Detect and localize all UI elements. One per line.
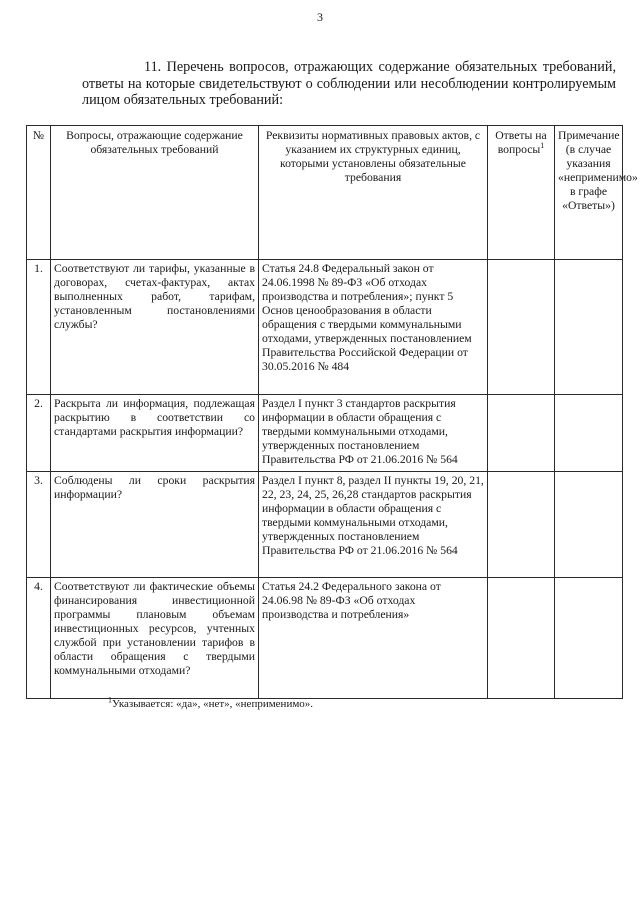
header-note: Примечание (в случае указания «неприменимо» в графе «Ответы») xyxy=(555,126,623,260)
row-note xyxy=(555,472,623,578)
row-num: 3. xyxy=(27,472,51,578)
row-requisites: Раздел I пункт 8, раздел II пункты 19, 20, 21, 22, 23, 24, 25, 26,28 стандартов раскрытия информации в области обращения с твердыми коммунальными отходами, утвержденных постановлением Правительства РФ от 21.06.2016 № 564 xyxy=(259,472,488,578)
footnote-reference: 1 xyxy=(540,141,545,151)
table-row xyxy=(27,260,623,395)
row-note xyxy=(555,260,623,395)
table-row xyxy=(27,395,623,472)
section-heading: 11. Перечень вопросов, отражающих содержание обязательных требований, ответы на которые свидетельствуют о соблюдении или несоблюдении контролируемым лицом обязательных требований: xyxy=(82,59,616,108)
requirements-table xyxy=(26,125,638,699)
row-requisites: Статья 24.2 Федерального закона от 24.06.98 № 89-ФЗ «Об отходах производства и потребления» xyxy=(259,578,488,699)
row-answer xyxy=(488,578,555,699)
footnote-mark: 1 xyxy=(108,695,112,705)
row-question: Соответствуют ли фактические объемы финансирования инвестиционной программы плановым объемам инвестиционных ресурсов, учтенных службой при установлении тарифов в области обращения с твердыми коммунальными отходами? xyxy=(51,578,259,699)
table-header-row xyxy=(27,126,623,260)
header-answers xyxy=(488,126,555,260)
header-questions: Вопросы, отражающие содержание обязательных требований xyxy=(51,126,259,260)
row-note xyxy=(555,578,623,699)
row-question: Соответствуют ли тарифы, указанные в договорах, счетах-фактурах, актах выполненных работ, тарифам, установленным постановлениями службы? xyxy=(51,260,259,395)
footnote xyxy=(108,695,314,711)
page-number: 3 xyxy=(317,10,323,24)
row-question: Раскрыта ли информация, подлежащая раскрытию в соответствии со стандартами раскрытия информации? xyxy=(51,395,259,472)
table-row xyxy=(27,578,623,699)
header-num: № xyxy=(27,126,51,260)
row-num: 4. xyxy=(27,578,51,699)
table-row xyxy=(27,472,623,578)
header-requisites: Реквизиты нормативных правовых актов, с указанием их структурных единиц, которыми установлены обязательные требования xyxy=(259,126,488,260)
row-answer xyxy=(488,260,555,395)
row-requisites: Раздел I пункт 3 стандартов раскрытия информации в области обращения с твердыми коммунальными отходами, утвержденных постановлением Правительства РФ от 21.06.2016 № 564 xyxy=(259,395,488,472)
footnote-text: Указывается: «да», «нет», «неприменимо». xyxy=(112,698,314,710)
header-answers-label: Ответы на вопросы xyxy=(495,129,547,156)
row-answer xyxy=(488,472,555,578)
row-requisites: Статья 24.8 Федеральный закон от 24.06.1998 № 89-ФЗ «Об отходах производства и потребления»; пункт 5 Основ ценообразования в области обращения с твердыми коммунальными отходами, утвержденных постановлением Правительства Российской Федерации от 30.05.2016 № 484 xyxy=(259,260,488,395)
row-num: 1. xyxy=(27,260,51,395)
row-question: Соблюдены ли сроки раскрытия информации? xyxy=(51,472,259,578)
row-note xyxy=(555,395,623,472)
row-num: 2. xyxy=(27,395,51,472)
row-answer xyxy=(488,395,555,472)
